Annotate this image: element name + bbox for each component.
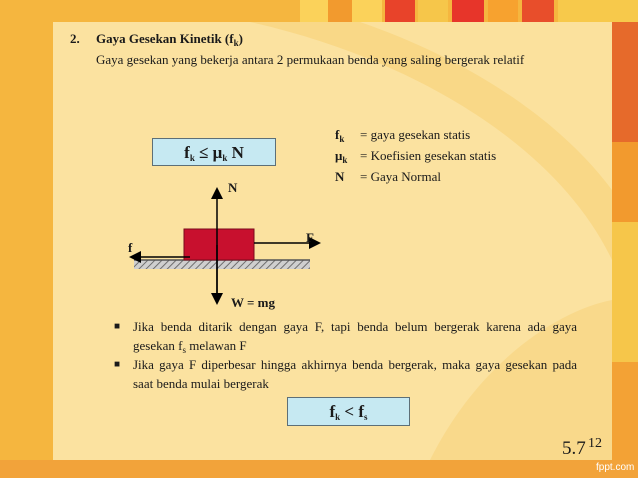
weight-label: W = mg: [231, 295, 276, 310]
formula-fk: f: [329, 402, 336, 421]
formula-fk: f: [184, 143, 190, 162]
bullet-subscript: s: [182, 345, 186, 355]
definition-symbol: $\mu_k$: [335, 148, 348, 165]
section-title-close: ): [238, 31, 243, 46]
free-body-diagram-figure: [110, 170, 330, 305]
block: [184, 229, 254, 260]
formula-leq: ≤: [194, 143, 213, 162]
definition-text: = Gaya Normal: [360, 169, 441, 184]
definition-row: [335, 124, 496, 145]
formula-mu-sub: k: [222, 153, 228, 163]
formula-fs-sub: s: [364, 412, 368, 422]
bullet-item: [112, 317, 577, 355]
brand-watermark: fppt.com: [596, 462, 635, 473]
definition-row: [335, 145, 496, 166]
friction-label: f: [128, 240, 133, 255]
bullet-text: Jika benda ditarik dengan gaya F, tapi benda belum bergerak karena ada gaya gesekan f: [133, 319, 577, 353]
definition-text: = Koefisien gesekan statis: [360, 148, 497, 163]
definition-text: = gaya gesekan statis: [360, 127, 471, 142]
definition-symbol: $f_k$: [335, 127, 345, 144]
bullet-text: Jika gaya F diperbesar hingga akhirnya benda bergerak, maka gaya gesekan pada saat benda mulai bergerak: [133, 357, 577, 391]
page-number: 12: [588, 436, 602, 451]
section-reference: 5.7: [562, 438, 586, 459]
bullet-item: [112, 355, 577, 393]
friction-inequality-box: [152, 138, 276, 166]
bullet-list: [112, 317, 577, 393]
section-title: Gaya Gesekan Kinetik (f: [96, 31, 234, 46]
kinetic-static-inequality-box: [287, 397, 410, 426]
bullet-square-icon: ■: [114, 359, 121, 370]
definition-symbol: N: [335, 169, 345, 184]
ground-surface: [134, 260, 310, 269]
section-heading: [70, 31, 243, 47]
formula-fk-sub: k: [335, 412, 341, 422]
free-body-diagram: [110, 170, 330, 310]
normal-force-label: N: [228, 180, 238, 195]
bullet-square-icon: ■: [114, 321, 121, 332]
formula-fk-sub: k: [189, 153, 195, 163]
applied-force-label: F: [306, 230, 314, 245]
formula-less-than: <: [340, 402, 359, 421]
section-title-subscript: k: [233, 38, 239, 48]
formula-mu: μ: [212, 143, 223, 162]
formula-fs: f: [358, 402, 365, 421]
symbol-definitions: [335, 124, 496, 187]
section-number: 2.: [70, 31, 80, 46]
formula-n: N: [227, 143, 244, 162]
bullet-tail: melawan F: [185, 338, 247, 353]
definition-row: [335, 166, 496, 187]
section-description: Gaya gesekan yang bekerja antara 2 permukaan benda yang saling bergerak relatif: [96, 52, 525, 67]
